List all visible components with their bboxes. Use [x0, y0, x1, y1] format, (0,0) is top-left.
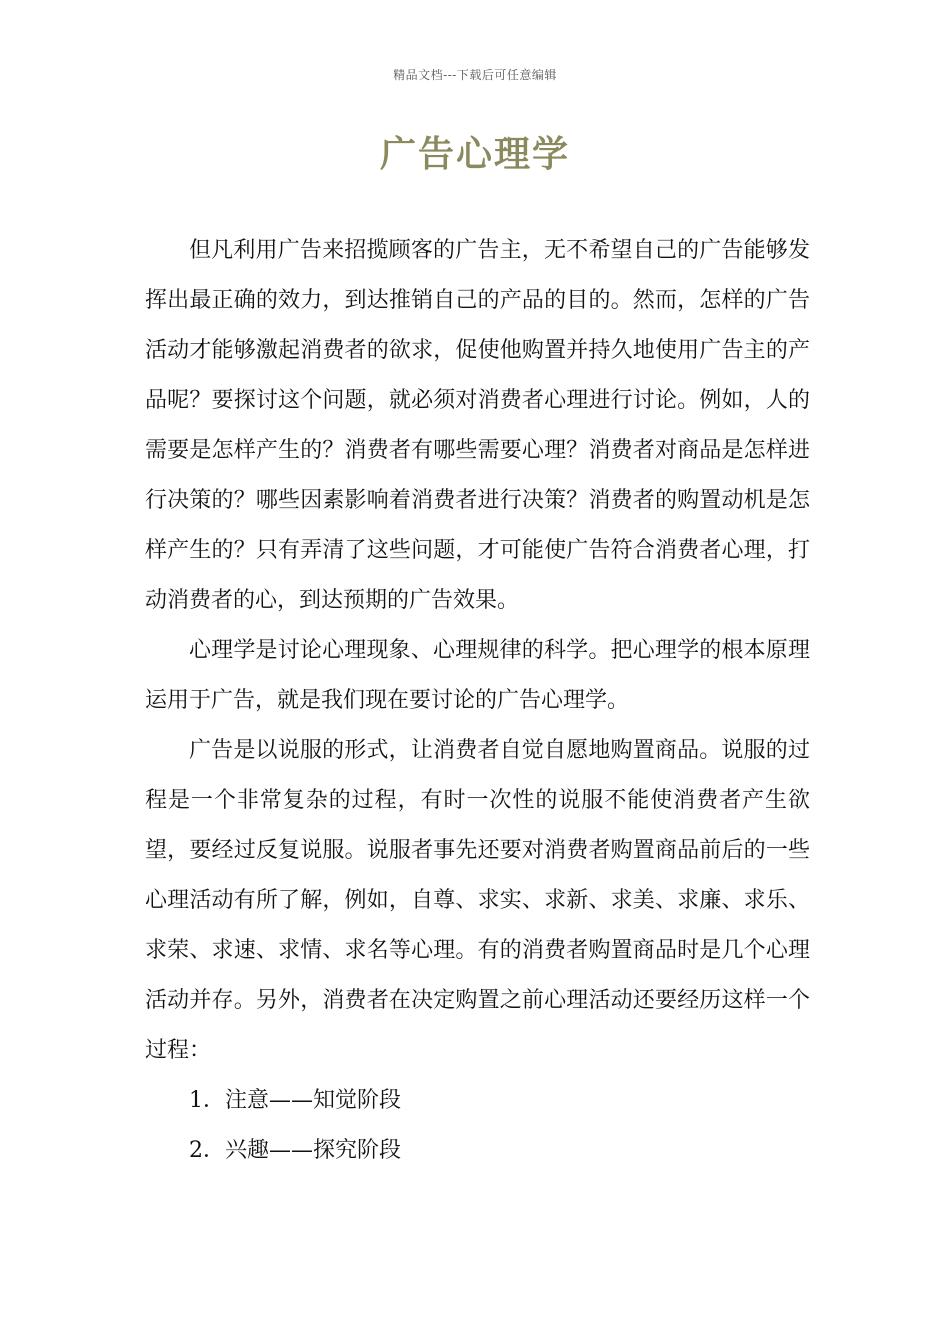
paragraph: 广告是以说服的形式，让消费者自觉自愿地购置商品。说服的过程是一个非常复杂的过程，有时一次性的说服不能使消费者产生欲望，要经过反复说服。说服者事先还要对消费者购置商品前后的一些心理活动有所了解，例如，自尊、求实、求新、求美、求廉、求乐、求荣、求速、求情、求名等心理。有的消费者购置商品时是几个心理活动并存。另外，消费者在决定购置之前心理活动还要经历这样一个过程： [145, 738, 810, 1063]
paragraph: 但凡利用广告来招揽顾客的广告主，无不希望自己的广告能够发挥出最正确的效力，到达推销自己的产品的目的。然而，怎样的广告活动才能够激起消费者的欲求，促使他购置并持久地使用广告主的产品呢？要探讨这个问题，就必须对消费者心理进行讨论。例如，人的需要是怎样产生的？消费者有哪些需要心理？消费者对商品是怎样进行决策的？哪些因素影响着消费者进行决策？消费者的购置动机是怎样产生的？只有弄清了这些问题，才可能使广告符合消费者心理，打动消费者的心，到达预期的广告效果。 [145, 238, 810, 613]
document-body [145, 226, 810, 1176]
paragraph: 心理学是讨论心理现象、心理规律的科学。把心理学的根本原理运用于广告，就是我们现在要讨论的广告心理学。 [145, 638, 810, 713]
header-note: 精品文档---下载后可任意编辑 [393, 68, 557, 82]
document-title: 广告心理学 [379, 133, 570, 175]
list-item: 1．注意——知觉阶段 [189, 1088, 401, 1113]
list-item: 2．兴趣——探究阶段 [189, 1138, 401, 1163]
